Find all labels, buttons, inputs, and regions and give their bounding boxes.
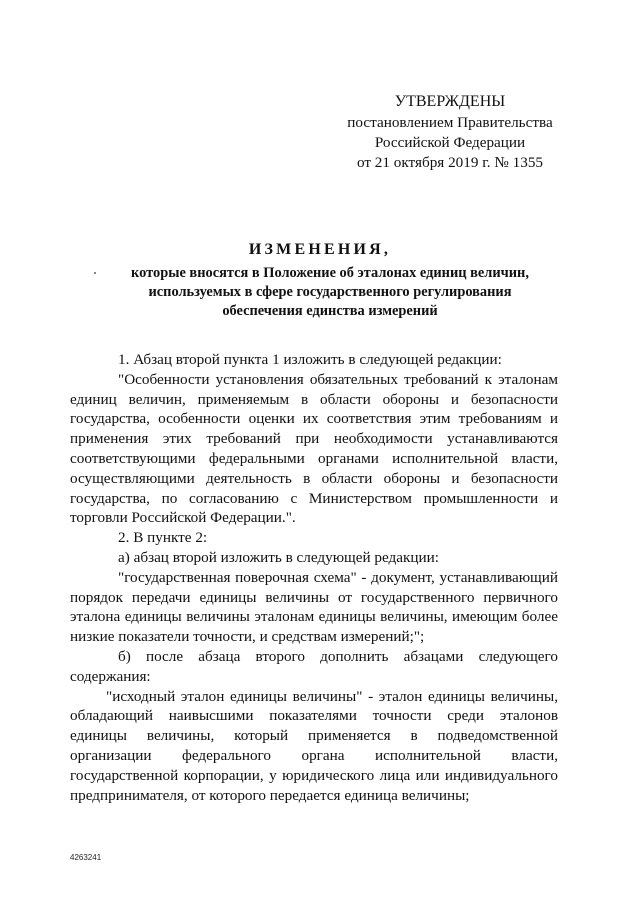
paragraph-quote-1: "Особенности установления обязательных требований к эталонам единиц величин, применяемым в области обороны и безопасности государства, особенности оценки их соответствия этим требованиям и применения этих требований при необходимости устанавливаются соответствующими федеральными органами исполнительной власти, осуществляющими деятельность в области обороны и безопасности государства, по согласованию с Министерством промышленности и торговли Российской Федерации.". — [70, 370, 558, 527]
paragraph-subitem-b: б) после абзаца второго дополнить абзацами следующего содержания: — [70, 647, 558, 685]
document-title: ИЗМЕНЕНИЯ, — [248, 241, 392, 258]
approval-stamp — [330, 92, 570, 173]
paragraph-subitem-a: а) абзац второй изложить в следующей редакции: — [118, 548, 440, 566]
approval-heading: УТВЕРЖДЕНЫ — [394, 93, 506, 110]
subtitle-line-2: используемых в сфере государственного регулирования — [148, 284, 512, 300]
paragraph-quote-3: "исходный эталон единицы величины" - эталон единицы величины, обладающий наивысшими показателями точности среди эталонов единицы величины, который применяется в подведомственной организации федерального органа исполнительной власти, государственной корпорации, у юридического лица или индивидуального предпринимателя, от которого передается единица величины; — [70, 687, 558, 804]
approval-line-2: Российской Федерации — [374, 134, 526, 151]
approval-line-3: от 21 октября 2019 г. № 1355 — [356, 154, 544, 171]
paragraph-quote-2: "государственная поверочная схема" - документ, устанавливающий порядок передачи единицы величины от государственного первичного эталона единицы величины эталонам единицы величины, имеющим более низкие показатели точности, и средствам измерений;"; — [70, 568, 558, 646]
document-number: 4263241 — [70, 853, 102, 862]
paragraph-item-1: 1. Абзац второй пункта 1 изложить в следующей редакции: — [118, 351, 502, 368]
subtitle-line-3: обеспечения единства измерений — [222, 303, 438, 319]
paragraph-item-2: 2. В пункте 2: — [118, 529, 208, 547]
document-body — [70, 350, 558, 805]
subtitle-line-1: которые вносятся в Положение об эталонах единиц величин, — [131, 265, 529, 281]
document-subtitle — [80, 264, 580, 321]
approval-line-1: постановлением Правительства — [347, 114, 553, 131]
